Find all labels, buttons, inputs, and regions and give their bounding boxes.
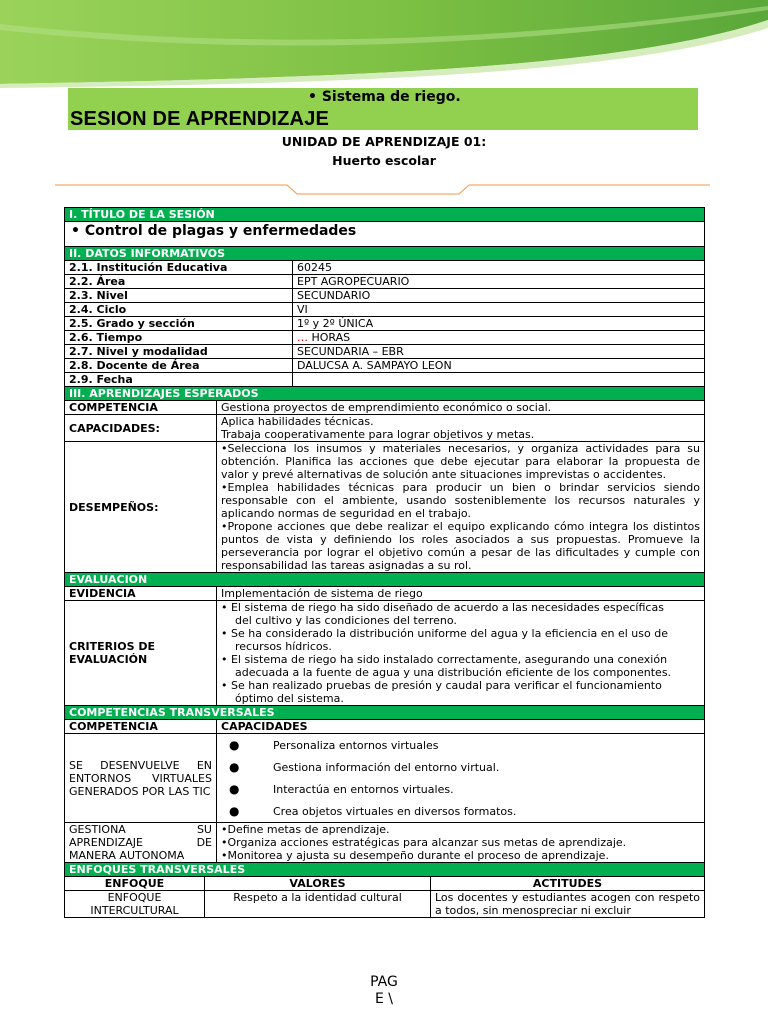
bullet-icon: ● xyxy=(229,803,240,818)
datos-row: 2.2. Área EPT AGROPECUARIO xyxy=(65,275,705,289)
footer-page-label: PAG xyxy=(370,974,398,990)
desempeno-item: •Emplea habilidades técnicas para producir un bien o brindar servicios siendo responsable con el ambiente, usando sosteniblemente los recursos naturales y aplicando normas de seguridad en el trabajo. xyxy=(221,481,701,520)
section-header-transversales: COMPETENCIAS TRANSVERSALES xyxy=(65,706,705,720)
section-header-enfoques: ENFOQUES TRANSVERSALES xyxy=(65,863,705,877)
section-header-aprendizajes: III. APRENDIZAJES ESPERADOS xyxy=(65,387,705,401)
criterio-item: • Se ha considerado la distribución uniforme del agua y la eficiencia en el uso de recursos hídricos. xyxy=(221,627,668,653)
autonoma-item: •Define metas de aprendizaje. xyxy=(221,823,390,836)
tic-item: ● Gestiona información del entorno virtual. xyxy=(221,756,700,778)
criterios-label: CRITERIOS DE EVALUACIÓN xyxy=(65,601,217,706)
tic-capacidades xyxy=(217,734,705,823)
unidad-subtitle: Huerto escolar xyxy=(332,153,436,168)
datos-row: 2.8. Docente de Área DALUCSA A. SAMPAYO LEON xyxy=(65,359,705,373)
datos-row: 2.1. Institución Educativa 60245 xyxy=(65,261,705,275)
criterio-item: • Se han realizado pruebas de presión y caudal para verificar el funcionamiento óptimo del sistema. xyxy=(221,679,662,705)
footer-page-field: E \ xyxy=(374,991,393,1007)
autonoma-capacidades xyxy=(217,823,705,863)
section-header-evaluacion: EVALUACION xyxy=(65,573,705,587)
tic-item: ● Personaliza entornos virtuales xyxy=(221,734,700,756)
datos-row: 2.4. Ciclo VI xyxy=(65,303,705,317)
actitud-value: Los docentes y estudiantes acogen con respeto a todos, sin menospreciar ni excluir xyxy=(431,891,705,918)
bullet-icon: ● xyxy=(229,781,240,796)
desempenos-label: DESEMPEÑOS: xyxy=(65,442,217,573)
competencia-label: COMPETENCIA xyxy=(65,401,217,415)
autonoma-item: •Organiza acciones estratégicas para alcanzar sus metas de aprendizaje. xyxy=(221,836,627,849)
desempeno-item: •Selecciona los insumos y materiales necesarios, y organiza actividades para su obtención. Planifica las acciones que debe ejecutar para elaborar la propuesta de valor y prevé alternativas de solución ante situaciones imprevistas o accidentes. xyxy=(221,442,701,481)
session-title: SESION DE APRENDIZAJE xyxy=(70,108,330,130)
session-table xyxy=(64,207,705,918)
datos-row: 2.3. Nivel SECUNDARIO xyxy=(65,289,705,303)
datos-row: 2.5. Grado y sección 1º y 2º ÚNICA xyxy=(65,317,705,331)
datos-row: 2.9. Fecha xyxy=(65,373,705,387)
trans-col-capacidades: CAPACIDADES xyxy=(217,720,705,734)
desempeno-item: •Propone acciones que debe realizar el equipo explicando cómo integra los distintos puntos de vista y definiendo los roles asociados a sus propuestas. Promueve la perseverancia por lograr el objetivo común a pesar de las dificultades y cumple con responsabilidad las tareas asignadas a su rol. xyxy=(221,520,701,572)
tic-item: ● Crea objetos virtuales en diversos formatos. xyxy=(221,800,700,822)
header-bullet: • Sistema de riego. xyxy=(308,89,461,105)
section-header-datos: II. DATOS INFORMATIVOS xyxy=(65,247,705,261)
trans-col-competencia: COMPETENCIA xyxy=(65,720,217,734)
competencia-value: Gestiona proyectos de emprendimiento económico o social. xyxy=(217,401,705,415)
autonoma-item: •Monitorea y ajusta su desempeño durante el proceso de aprendizaje. xyxy=(221,849,609,862)
enfoque-col-header: ENFOQUE xyxy=(65,877,205,891)
orange-divider xyxy=(55,180,710,200)
enfoque-value: ENFOQUE INTERCULTURAL xyxy=(65,891,205,918)
tiempo-placeholder: … xyxy=(297,331,308,344)
capacidad-item: Trabaja cooperativamente para lograr objetivos y metas. xyxy=(221,428,535,441)
fecha-value xyxy=(293,373,705,387)
capacidades-label: CAPACIDADES: xyxy=(65,415,217,442)
autonoma-competencia: GESTIONA SU APRENDIZAJE DE MANERA AUTONOMA xyxy=(65,823,217,863)
tic-item: ● Interactúa en entornos virtuales. xyxy=(221,778,700,800)
criterio-item: • El sistema de riego ha sido diseñado de acuerdo a las necesidades específicas del cultivo y las condiciones del terreno. xyxy=(221,601,664,627)
actitudes-col-header: ACTITUDES xyxy=(431,877,705,891)
capacidades-value xyxy=(217,415,705,442)
valores-col-header: VALORES xyxy=(205,877,431,891)
criterio-item: • El sistema de riego ha sido instalado correctamente, asegurando una conexión adecuada a la fuente de agua y una distribución eficiente de los componentes. xyxy=(221,653,672,679)
bullet-icon: ● xyxy=(229,737,240,752)
session-topic: • Control de plagas y enfermedades xyxy=(65,222,705,247)
section-header-titulo: I. TÍTULO DE LA SESIÓN xyxy=(65,208,705,222)
datos-row: 2.7. Nivel y modalidad SECUNDARIA – EBR xyxy=(65,345,705,359)
capacidad-item: Aplica habilidades técnicas. xyxy=(221,415,374,428)
evidencia-value: Implementación de sistema de riego xyxy=(217,587,705,601)
unidad-title: UNIDAD DE APRENDIZAJE 01: xyxy=(281,134,487,149)
desempenos-value xyxy=(217,442,705,573)
valor-value: Respeto a la identidad cultural xyxy=(205,891,431,918)
tic-competencia: SE DESENVUELVE EN ENTORNOS VIRTUALES GENERADOS POR LAS TIC xyxy=(65,734,217,823)
header-wave-decoration xyxy=(0,0,768,90)
criterios-value xyxy=(217,601,705,706)
evidencia-label: EVIDENCIA xyxy=(65,587,217,601)
datos-row: 2.6. Tiempo … HORAS xyxy=(65,331,705,345)
bullet-icon: ● xyxy=(229,759,240,774)
